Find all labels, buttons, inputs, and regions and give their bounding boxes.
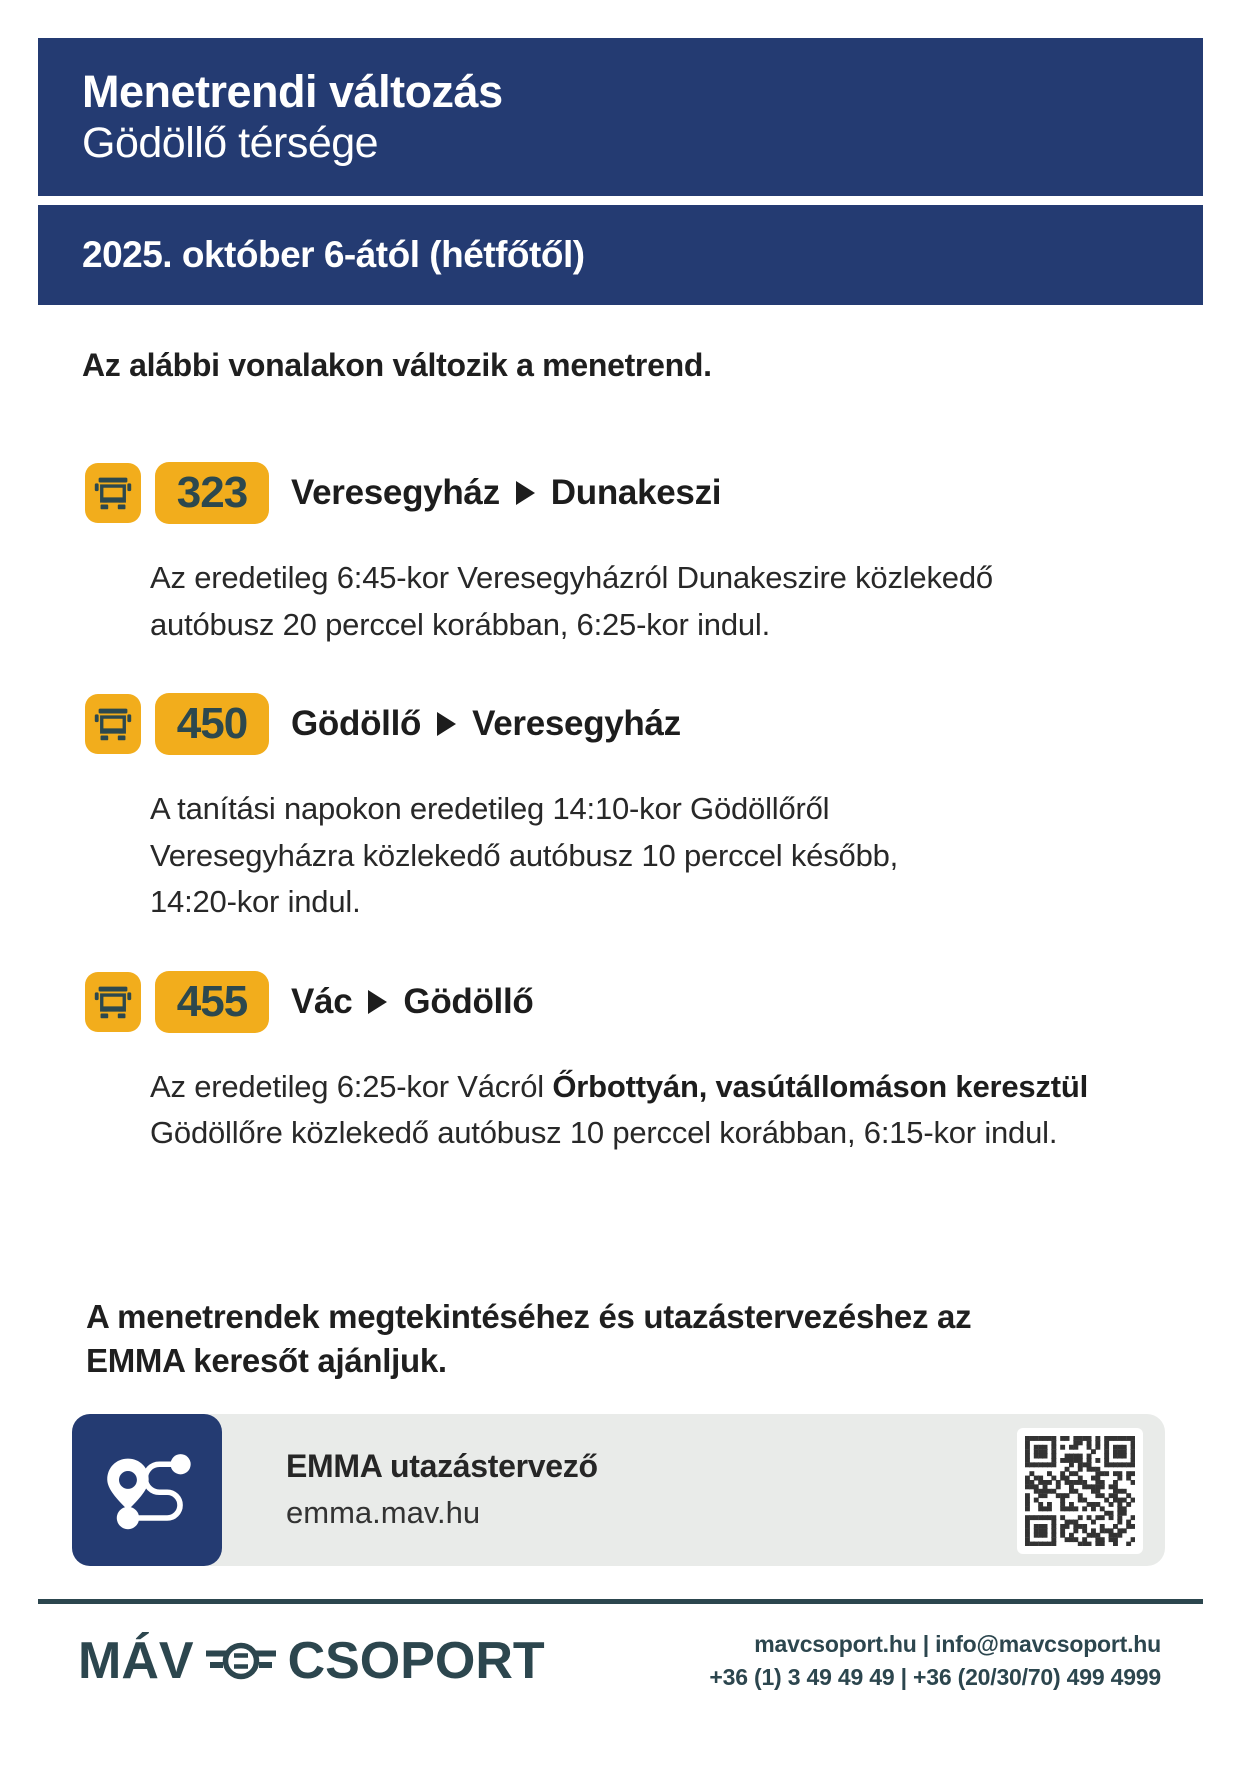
logo-text-mav: MÁV <box>78 1631 194 1690</box>
bus-line-row <box>85 971 1241 1033</box>
mav-csoport-logo <box>78 1631 545 1691</box>
bus-line-section <box>0 971 1241 1157</box>
route-to: Gödöllő <box>403 981 534 1021</box>
line-description: A tanítási napokon eredetileg 14:10-kor Gödöllőről Veresegyházra közlekedő autóbusz 10 perccel később, 14:20-kor indul. <box>150 791 899 919</box>
bus-line-row <box>85 462 1241 524</box>
route-from: Vác <box>291 981 353 1021</box>
line-number-badge: 455 <box>155 971 269 1033</box>
bus-line-row <box>85 693 1241 755</box>
line-number-badge: 450 <box>155 693 269 755</box>
effective-date: 2025. október 6-ától (hétfőtől) <box>82 234 585 275</box>
line-description: Az eredetileg 6:25-kor Vácról Őrbottyán, vasútállomáson keresztül Gödöllőre közlekedő autóbusz 10 perccel korábban, 6:15-kor indul. <box>150 1068 1089 1150</box>
route-to: Veresegyház <box>472 704 681 743</box>
bus-icon <box>85 463 141 523</box>
emma-title: EMMA utazástervező <box>286 1448 598 1485</box>
cta-text: A menetrendek megtekintéséhez és utazástervezéshez az EMMA keresőt ajánljuk. <box>86 1297 972 1380</box>
footer-divider <box>38 1599 1203 1604</box>
route-arrow-icon <box>368 990 387 1014</box>
route <box>291 473 721 513</box>
footer-contact-phone: +36 (1) 3 49 49 49 | +36 (20/30/70) 499 4999 <box>709 1663 1161 1690</box>
emma-text-block <box>286 1448 598 1531</box>
mav-winged-wheel-icon <box>204 1636 278 1686</box>
route-arrow-icon <box>516 481 535 505</box>
notice-page <box>0 38 1241 1792</box>
footer <box>78 1628 1161 1695</box>
date-bar <box>38 205 1203 305</box>
route-arrow-icon <box>437 712 456 736</box>
route <box>291 704 681 744</box>
bus-lines-list <box>0 462 1241 1157</box>
qr-code <box>1017 1428 1143 1554</box>
emma-banner <box>72 1414 1165 1566</box>
route-from: Gödöllő <box>291 704 422 743</box>
route <box>291 982 533 1022</box>
bus-icon <box>85 694 141 754</box>
bus-line-section <box>0 693 1241 926</box>
header-bar <box>38 38 1203 196</box>
notice-subtitle: Gödöllő térsége <box>82 119 379 168</box>
line-description: Az eredetileg 6:45-kor Veresegyházról Dunakeszire közlekedő autóbusz 20 perccel korábban, 6:25-kor indul. <box>150 560 993 642</box>
emma-url: emma.mav.hu <box>286 1495 481 1531</box>
route-from: Veresegyház <box>291 473 500 512</box>
intro-text: Az alábbi vonalakon változik a menetrend. <box>82 347 712 383</box>
route-planner-icon <box>72 1414 222 1566</box>
logo-text-csoport: CSOPORT <box>287 1631 545 1690</box>
line-number-badge: 323 <box>155 462 269 524</box>
footer-contact-web: mavcsoport.hu | info@mavcsoport.hu <box>754 1630 1161 1657</box>
bus-line-section <box>0 462 1241 648</box>
notice-title: Menetrendi változás <box>82 66 503 118</box>
footer-contact <box>709 1628 1161 1695</box>
route-to: Dunakeszi <box>550 473 722 512</box>
bus-icon <box>85 972 141 1032</box>
